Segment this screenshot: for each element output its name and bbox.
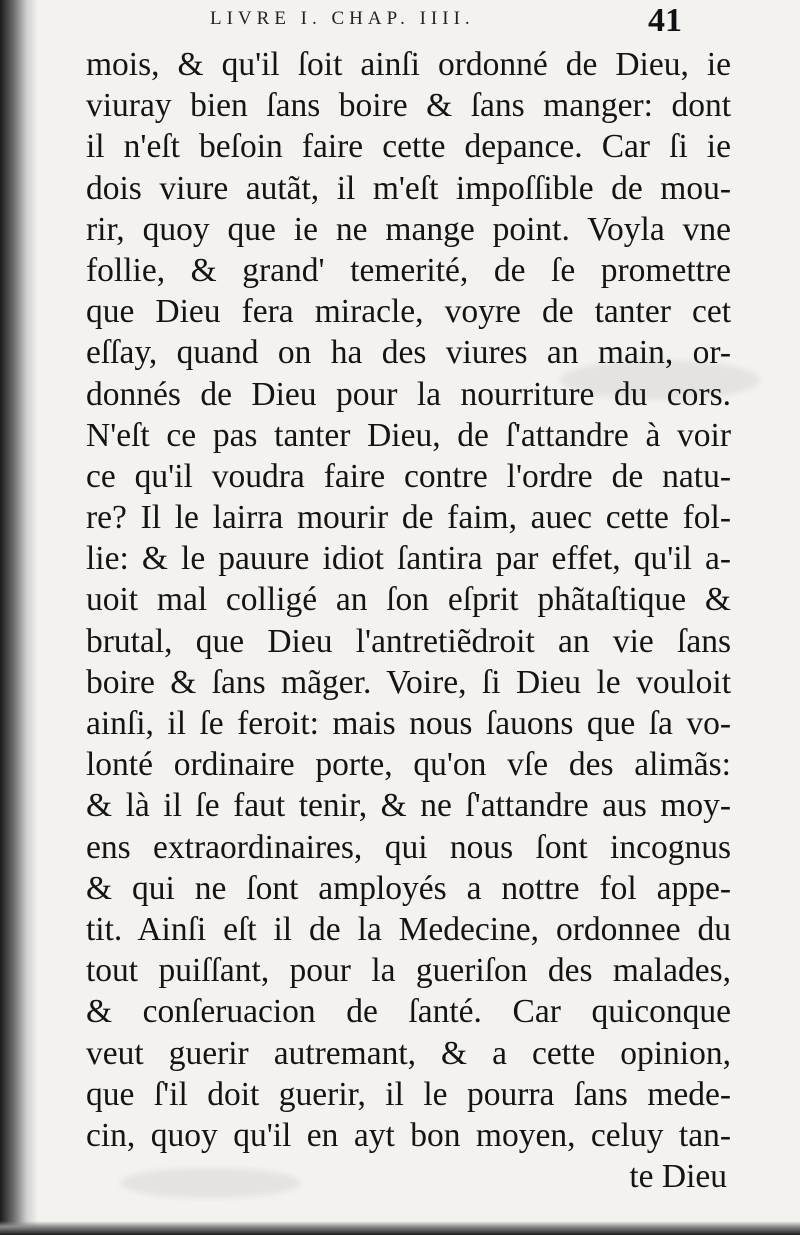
page-edge-shadow — [0, 1221, 800, 1235]
text-line: cin, quoy qu'il en ayt bon moyen, celuy tan- — [86, 1116, 731, 1154]
text-line: viuray bien ſans boire & ſans manger: dont — [86, 87, 731, 125]
text-line: veut guerir autremant, & a cette opinion, — [86, 1034, 731, 1072]
text-line: que ſ'il doit guerir, il le pourra ſans mede- — [86, 1075, 731, 1113]
text-line: rir, quoy que ie ne mange point. Voyla vne — [86, 210, 731, 248]
text-line: ens extraordinaires, qui nous ſont incognus — [86, 828, 731, 866]
gutter-shadow — [0, 0, 38, 1235]
page-number: 41 — [648, 2, 682, 39]
text-line: eſſay, quand on ha des viures an main, or- — [86, 334, 731, 372]
text-line: mois, & qu'il ſoit ainſi ordonné de Dieu, ie — [86, 46, 731, 83]
text-line: & conſeruacion de ſanté. Car quiconque — [86, 993, 731, 1031]
body-text — [86, 44, 731, 1197]
text-line: ainſi, il ſe feroit: mais nous ſauons que ſa vo- — [86, 705, 731, 742]
text-line: boire & ſans mãger. Voire, ſi Dieu le vouloit — [86, 663, 731, 701]
text-line: follie, & grand' temerité, de ſe promettre — [86, 251, 731, 289]
text-line: brutal, que Dieu l'antretiẽdroit an vie ſans — [86, 622, 731, 660]
text-line: donnés de Dieu pour la nourriture du cors. — [86, 375, 731, 413]
text-line: tout puiſſant, pour la gueriſon des malades, — [86, 952, 731, 990]
catchword: te Dieu — [629, 1158, 727, 1196]
text-line: que Dieu fera miracle, voyre de tanter cet — [86, 293, 731, 331]
text-line: tit. Ainſi eſt il de la Medecine, ordonnee du — [86, 910, 731, 948]
text-line: lonté ordinaire porte, qu'on vſe des alimãs: — [86, 746, 731, 784]
text-line: dois viure autãt, il m'eſt impoſſible de mou- — [86, 169, 731, 207]
text-line: ce qu'il voudra faire contre l'ordre de natu- — [86, 457, 731, 495]
running-head: LIVRE I. CHAP. IIII. — [210, 8, 475, 29]
text-line: & qui ne ſont amployés a nottre fol appe- — [86, 869, 731, 907]
text-line: re? Il le lairra mourir de faim, auec cette fol- — [86, 499, 731, 537]
text-line: il n'eſt beſoin faire cette depance. Car ſi ie — [86, 128, 731, 166]
text-line: N'eſt ce pas tanter Dieu, de ſ'attandre à voir — [86, 416, 731, 454]
text-line: & là il ſe faut tenir, & ne ſ'attandre aus moy- — [86, 787, 731, 825]
text-line: lie: & le pauure idiot ſantira par effet, qu'il a- — [86, 540, 731, 578]
text-line: uoit mal colligé an ſon eſprit phãtaſtique & — [86, 581, 731, 619]
